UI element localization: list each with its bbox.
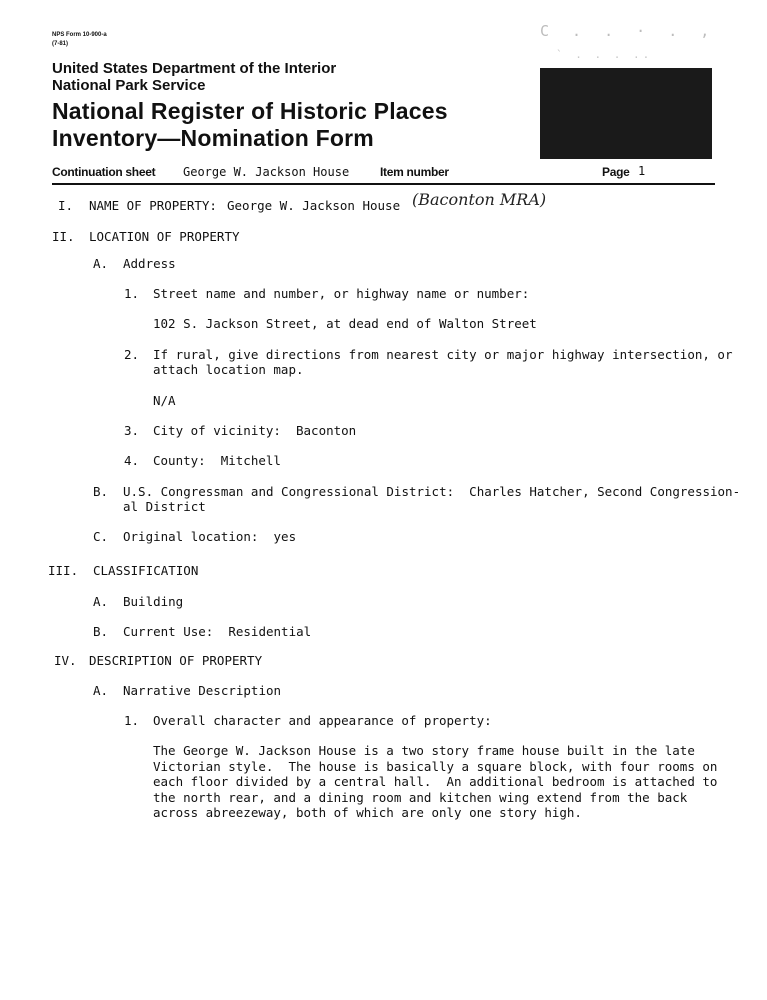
item-2b-line-2: al District [123, 499, 206, 514]
item-2a3-text: City of vicinity: Baconton [153, 423, 357, 438]
section-3-number: III. [48, 563, 79, 578]
header-rule [52, 183, 715, 185]
section-4-number: IV. [54, 653, 77, 668]
item-3a-number: A. [93, 594, 109, 609]
continuation-sheet-value: George W. Jackson House [183, 165, 350, 179]
item-2b-line-1: U.S. Congressman and Congressional District: Charles Hatcher, Second Congression- [123, 484, 741, 499]
form-title-line-1: National Register of Historic Places [52, 98, 448, 124]
form-revision: (7-81) [52, 41, 69, 47]
item-2a4-text: County: Mitchell [153, 453, 281, 468]
faded-stamp-marks-2: ` . . . .. [556, 48, 653, 61]
item-2a2-line-2: attach location map. [153, 362, 304, 377]
item-2a1-text: Street name and number, or highway name or number: [153, 286, 530, 301]
item-2a2-number: 2. [124, 347, 140, 362]
redacted-stamp-block [540, 68, 712, 159]
narrative-line-1: The George W. Jackson House is a two story frame house built in the late [153, 743, 695, 758]
continuation-sheet-label: Continuation sheet [52, 165, 156, 179]
narrative-line-5: across abreezeway, both of which are only one story high. [153, 805, 582, 820]
narrative-line-4: the north rear, and a dining room and kitchen wing extend from the back [153, 789, 688, 805]
form-title-line-2: Inventory—Nomination Form [52, 125, 374, 151]
form-number-header [52, 31, 107, 49]
page-number: 1 [638, 164, 646, 178]
item-2c-text: Original location: yes [123, 529, 297, 544]
item-2a2-line-1: If rural, give directions from nearest city or major highway intersection, or [153, 347, 733, 362]
service-name: National Park Service [52, 77, 206, 94]
department-name: United States Department of the Interior [52, 60, 337, 77]
section-4-heading: DESCRIPTION OF PROPERTY [89, 653, 263, 668]
form-id: NPS Form 10-900-a [52, 32, 107, 38]
item-2c-number: C. [93, 529, 109, 544]
item-2a-number: A. [93, 256, 109, 271]
form-title [52, 98, 448, 152]
narrative-line-3: each floor divided by a central hall. An additional bedroom is attached to [153, 774, 718, 789]
section-3-heading: CLASSIFICATION [93, 563, 199, 578]
item-4a1-text: Overall character and appearance of property: [153, 713, 492, 728]
item-3b-text: Current Use: Residential [123, 624, 312, 639]
item-4a1-number: 1. [124, 713, 140, 728]
item-3a-text: Building [123, 594, 184, 609]
item-2a4-number: 4. [124, 453, 140, 468]
faded-stamp-marks: C . . · . , [540, 22, 717, 40]
section-2-heading: LOCATION OF PROPERTY [89, 229, 240, 244]
narrative-line-2: Victorian style. The house is basically a square block, with four rooms on [153, 758, 718, 774]
section-1-heading: NAME OF PROPERTY: [89, 198, 217, 213]
item-number-label: Item number [380, 165, 449, 179]
item-2a3-number: 3. [124, 423, 140, 438]
item-2a1-number: 1. [124, 286, 140, 301]
section-1-number: I. [58, 198, 74, 213]
property-name: George W. Jackson House [227, 198, 401, 213]
item-3b-number: B. [93, 624, 109, 639]
section-2-number: II. [52, 229, 75, 244]
street-address: 102 S. Jackson Street, at dead end of Walton Street [153, 316, 537, 331]
item-2a-text: Address [123, 256, 176, 271]
page-label: Page [602, 165, 630, 179]
item-4a-number: A. [93, 683, 109, 698]
agency-header [52, 60, 336, 94]
item-2b-number: B. [93, 484, 109, 499]
continuation-bar [52, 165, 714, 182]
item-4a-text: Narrative Description [123, 683, 282, 698]
handwritten-annotation: (Baconton MRA) [412, 190, 547, 209]
item-2a2-value: N/A [153, 393, 176, 408]
